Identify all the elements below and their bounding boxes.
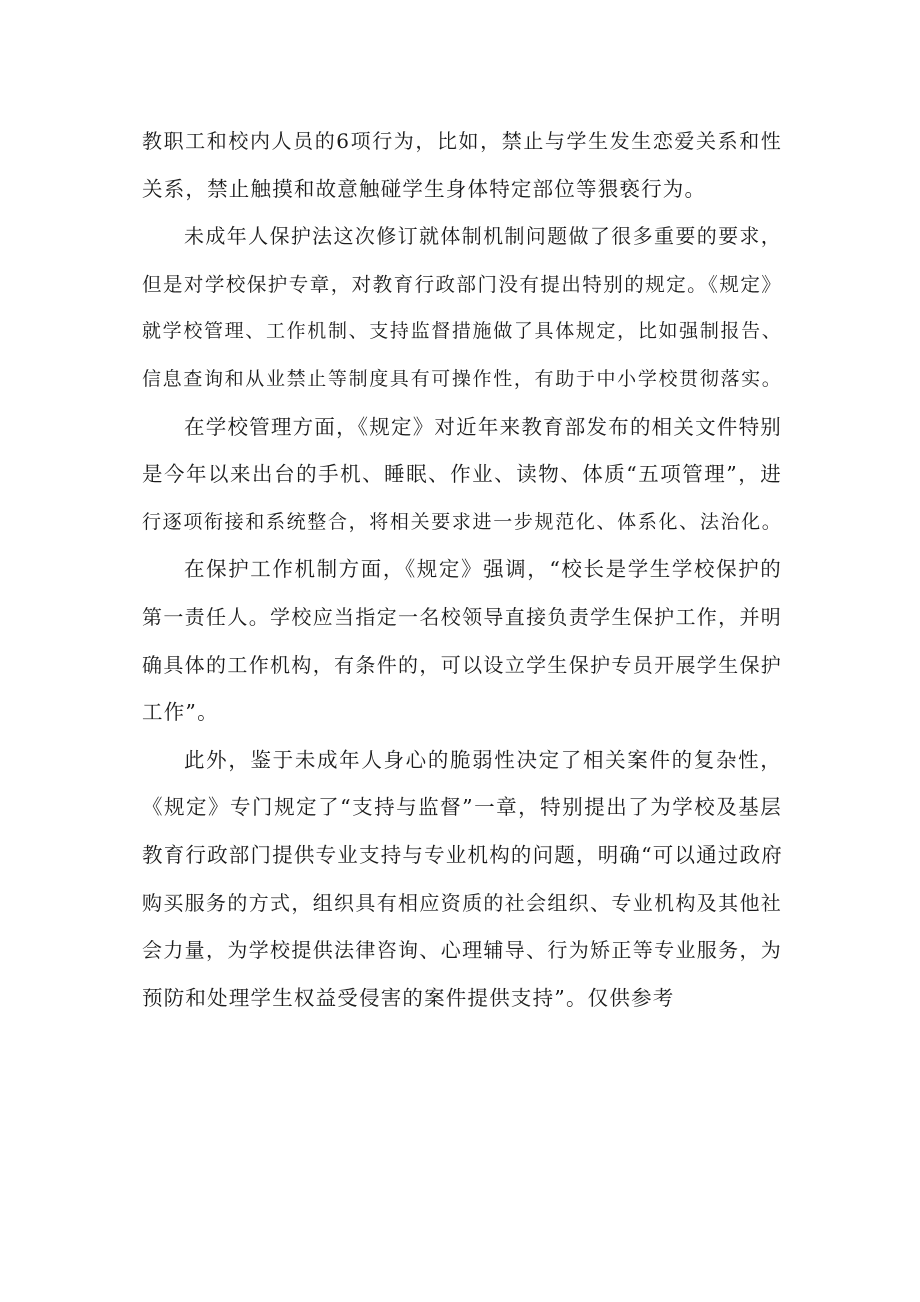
text-line: 工作”。: [142, 700, 219, 725]
text-line: 未成年人保护法这次修订就体制机制问题做了很多重要的要求，: [184, 224, 782, 249]
text-line: 教职工和校内人员的6项行为，比如，禁止与学生发生恋爱关系和性: [142, 129, 782, 153]
text-line: 预防和处理学生权益受侵害的案件提供支持”。仅供参考: [142, 985, 675, 1010]
text-line: 在学校管理方面，《规定》对近年来教育部发布的相关文件特别: [184, 414, 782, 439]
text-line: 第一责任人。学校应当指定一名校领导直接负责学生保护工作，并明: [142, 604, 782, 629]
text-line: 此外，鉴于未成年人身心的脆弱性决定了相关案件的复杂性，: [184, 747, 782, 772]
text-line: 《规定》专门规定了“支持与监督”一章，特别提出了为学校及基层: [142, 795, 782, 820]
document-body: [142, 118, 782, 1022]
text-line: 会力量，为学校提供法律咨询、心理辅导、行为矫正等专业服务，为: [142, 938, 782, 963]
text-line: 关系，禁止触摸和故意触碰学生身体特定部位等猥亵行为。: [142, 176, 707, 201]
text-line: 就学校管理、工作机制、支持监督措施做了具体规定，比如强制报告、: [142, 320, 782, 343]
text-line: 确具体的工作机构，有条件的，可以设立学生保护专员开展学生保护: [142, 652, 782, 677]
text-line: 但是对学校保护专章，对教育行政部门没有提出特别的规定。《规定》: [142, 272, 782, 296]
text-line: 信息查询和从业禁止等制度具有可操作性，有助于中小学校贯彻落实。: [142, 367, 782, 390]
text-line: 是今年以来出台的手机、睡眠、作业、读物、体质“五项管理”，进: [142, 462, 782, 487]
text-line: 教育行政部门提供专业支持与专业机构的问题，明确“可以通过政府: [142, 842, 783, 867]
text-line: 购买服务的方式，组织具有相应资质的社会组织、专业机构及其他社: [142, 890, 782, 915]
text-line: 行逐项衔接和系统整合，将相关要求进一步规范化、体系化、法治化。: [142, 510, 782, 533]
text-line: 在保护工作机制方面，《规定》强调，“校长是学生学校保护的: [184, 557, 782, 582]
